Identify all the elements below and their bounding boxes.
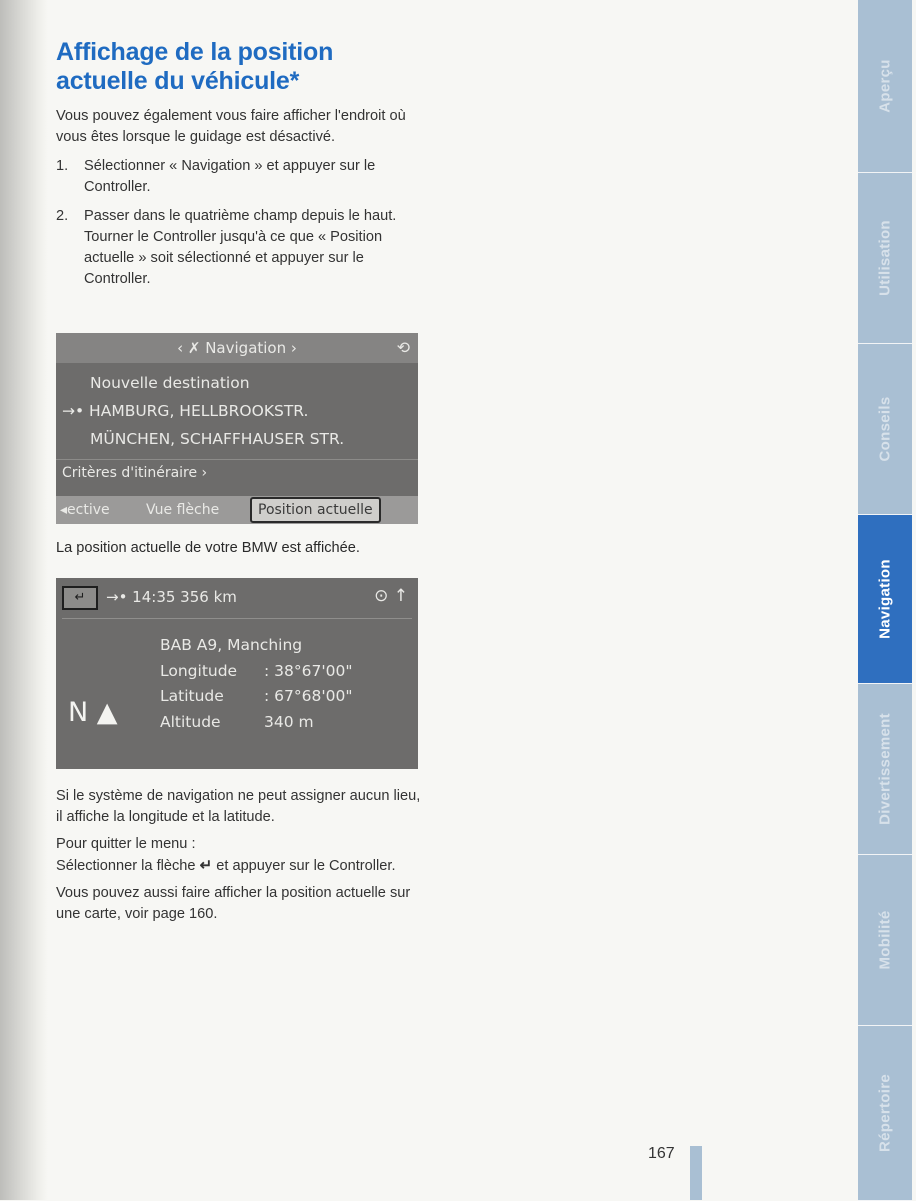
altitude-row bbox=[160, 710, 352, 736]
north-arrow-icon: N ▲ bbox=[68, 697, 118, 728]
tab-utilisation[interactable] bbox=[858, 173, 912, 344]
position-details bbox=[56, 619, 418, 769]
eta-distance: →• 14:35 356 km bbox=[106, 588, 237, 606]
quit-menu-instruction-b: et appuyer sur le Controller. bbox=[212, 858, 396, 874]
navigation-menu-screenshot bbox=[56, 333, 418, 524]
rotate-icon: ⟲ bbox=[396, 338, 410, 357]
route-criteria: Critères d'itinéraire › bbox=[56, 459, 418, 486]
step-number: 2. bbox=[56, 208, 69, 224]
longitude-value: : 38°67'00" bbox=[264, 661, 353, 680]
no-location-paragraph: Si le système de navigation ne peut assigner aucun lieu, il affiche la longitude et la latitude. bbox=[56, 788, 421, 825]
page-number: 167 bbox=[648, 1145, 675, 1162]
step-text: Passer dans le quatrième champ depuis le haut. Tourner le Controller jusqu'à ce que « Position actuelle » soit sélectionné et appuyer sur le Controller. bbox=[84, 208, 397, 287]
tab-label: Aperçu bbox=[876, 59, 894, 113]
menu-item-new-destination: Nouvelle destination bbox=[90, 374, 250, 392]
quit-menu-title: Pour quitter le menu : bbox=[56, 836, 196, 852]
tab-navigation[interactable] bbox=[858, 515, 912, 684]
quit-menu-paragraph bbox=[56, 834, 426, 877]
step-item bbox=[56, 206, 426, 290]
nav-menu-title: ‹ ✗ Navigation › bbox=[177, 339, 297, 357]
tab-current-position: Position actuelle bbox=[250, 497, 381, 523]
tab-label: Divertissement bbox=[876, 713, 894, 825]
longitude-row bbox=[160, 659, 352, 685]
menu-item-munchen: MÜNCHEN, SCHAFFHAUSER STR. bbox=[90, 430, 345, 448]
caption-position-shown: La position actuelle de votre BMW est affichée. bbox=[56, 540, 360, 556]
step-number: 1. bbox=[56, 158, 69, 174]
latitude-value: : 67°68'00" bbox=[264, 687, 353, 705]
intro-paragraph: Vous pouvez également vous faire afficher l'endroit où vous êtes lorsque le guidage est désactivé. bbox=[56, 108, 406, 145]
tab-arrow-view: Vue flèche bbox=[146, 502, 220, 518]
current-position-screenshot bbox=[56, 578, 418, 769]
tab-divertissement[interactable] bbox=[858, 684, 912, 855]
altitude-value: 340 m bbox=[264, 712, 314, 731]
tab-active-guidance: ◂ective bbox=[60, 502, 110, 518]
back-arrow-icon: ↵ bbox=[62, 586, 98, 610]
step-text: Sélectionner « Navigation » et appuyer sur le Controller. bbox=[84, 158, 376, 195]
latitude-label: Latitude bbox=[160, 687, 224, 705]
tab-label: Conseils bbox=[876, 396, 894, 462]
chapter-tabs bbox=[858, 0, 916, 1200]
compass-arrow-icon: ⊙ ↑ bbox=[374, 586, 408, 606]
tab-label: Mobilité bbox=[876, 910, 894, 970]
longitude-label: Longitude bbox=[160, 661, 238, 680]
tab-label: Navigation bbox=[876, 559, 894, 639]
steps-list bbox=[56, 156, 426, 290]
tab-apercu[interactable] bbox=[858, 0, 912, 173]
altitude-label: Altitude bbox=[160, 712, 221, 731]
tab-label: Utilisation bbox=[876, 220, 894, 296]
tab-mobilite[interactable] bbox=[858, 855, 912, 1026]
menu-item-hamburg: →• HAMBURG, HELLBROOKSTR. bbox=[62, 402, 309, 420]
map-reference-paragraph: Vous pouvez aussi faire afficher la position actuelle sur une carte, voir page 160. bbox=[56, 885, 411, 922]
section-heading: Affichage de la position actuelle du véhicule* bbox=[56, 38, 334, 95]
nav-tab-bar bbox=[56, 496, 418, 524]
page-number-marker bbox=[690, 1146, 702, 1200]
position-header bbox=[56, 578, 418, 618]
quit-menu-instruction-a: Sélectionner la flèche bbox=[56, 858, 200, 874]
closing-text bbox=[56, 786, 426, 931]
step-item bbox=[56, 156, 426, 198]
tab-conseils[interactable] bbox=[858, 344, 912, 515]
back-arrow-icon: ↵ bbox=[199, 857, 213, 874]
nav-menu-header bbox=[56, 333, 418, 363]
main-content bbox=[56, 38, 426, 298]
page-binding-shadow bbox=[0, 0, 48, 1200]
tab-repertoire[interactable] bbox=[858, 1026, 912, 1201]
tab-label: Répertoire bbox=[876, 1073, 894, 1153]
latitude-row bbox=[160, 684, 352, 710]
location-name: BAB A9, Manching bbox=[160, 636, 303, 654]
